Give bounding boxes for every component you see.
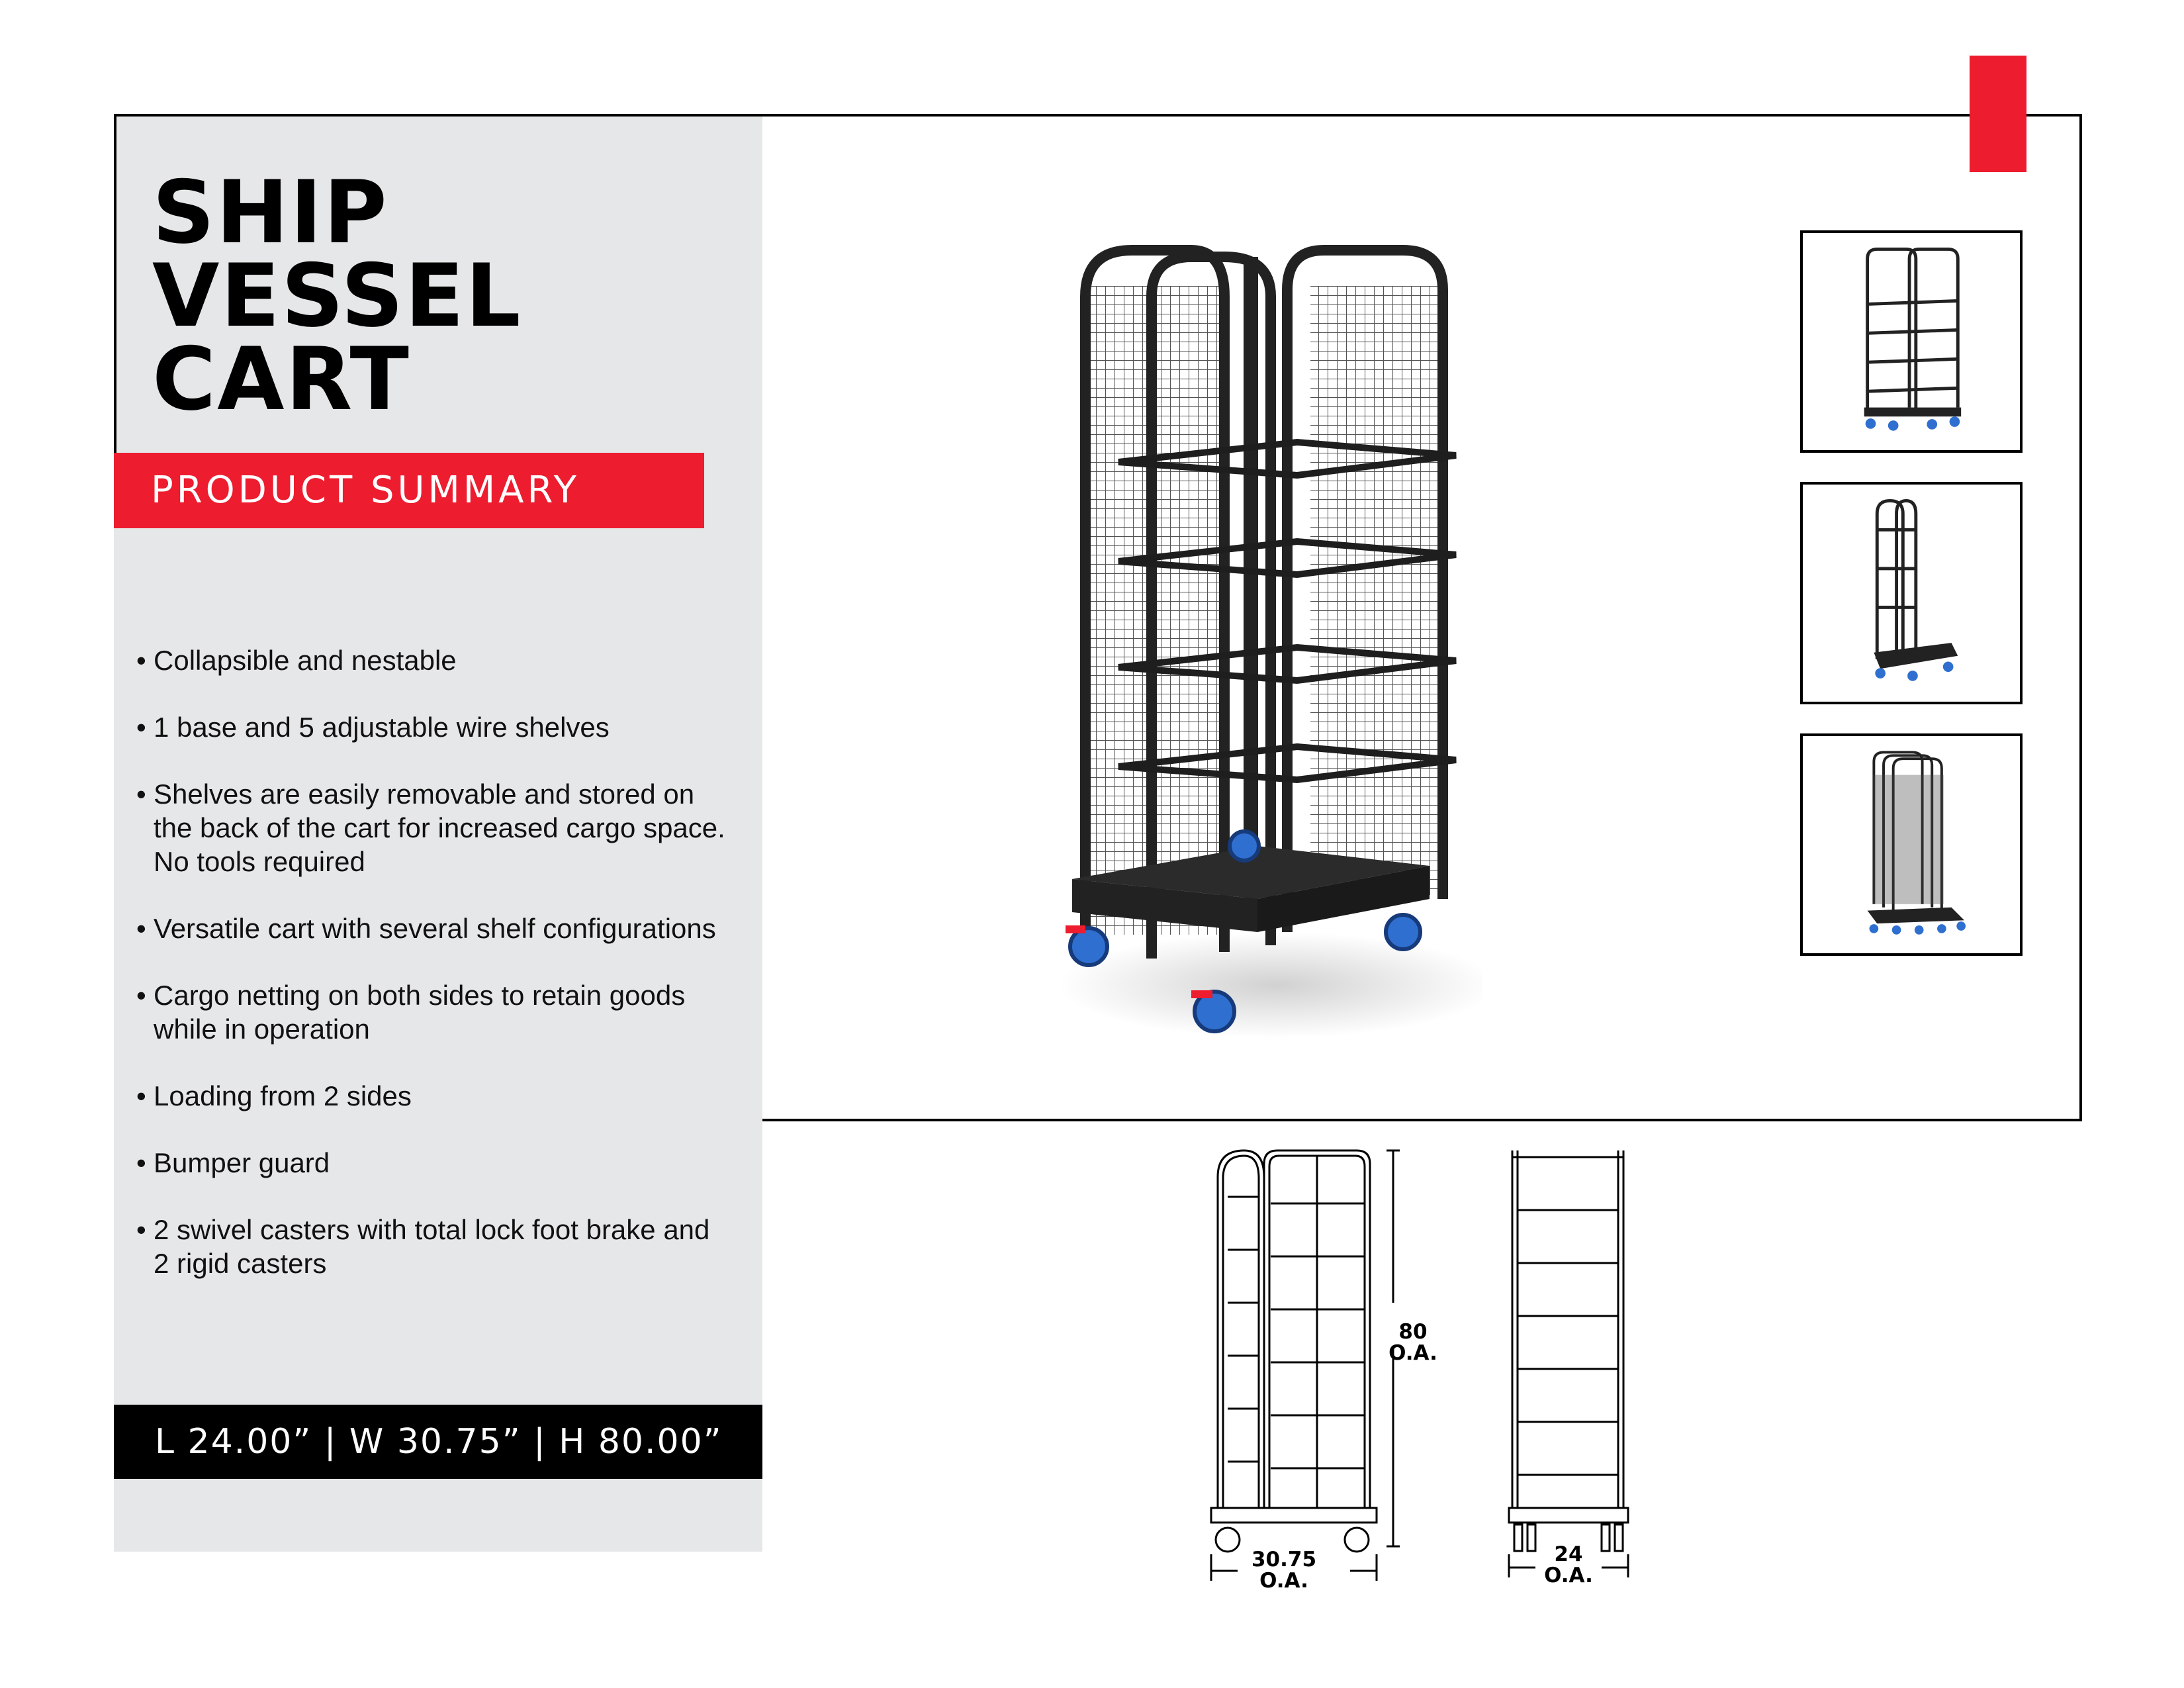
cart-thumbnail-image bbox=[1803, 485, 2020, 702]
title-line-1: SHIP bbox=[152, 162, 388, 263]
length-dimension-label bbox=[1522, 1544, 1615, 1586]
thumbnail-side-view[interactable] bbox=[1800, 482, 2023, 704]
dimension-unit: O.A. bbox=[1259, 1569, 1308, 1593]
side-elevation-drawing bbox=[1496, 1137, 1641, 1601]
frame-line-bottom bbox=[762, 1119, 2082, 1121]
product-summary-banner: PRODUCT SUMMARY bbox=[114, 453, 704, 528]
corner-accent-tab bbox=[1970, 56, 2026, 172]
title-line-3: CART bbox=[152, 328, 410, 430]
feature-item: • Versatile cart with several shelf configurations bbox=[136, 912, 732, 945]
dimension-value: 30.75 bbox=[1251, 1548, 1317, 1571]
title-line-2: VESSEL bbox=[152, 245, 522, 346]
feature-item: • Bumper guard bbox=[136, 1146, 732, 1180]
frame-line-right bbox=[2079, 114, 2082, 1121]
feature-item: • Collapsible and nestable bbox=[136, 643, 732, 677]
cart-main-image bbox=[1059, 230, 1482, 1064]
feature-item: • Loading from 2 sides bbox=[136, 1079, 732, 1113]
product-title bbox=[152, 162, 522, 430]
dimensions-bar: L 24.00” | W 30.75” | H 80.00” bbox=[114, 1405, 762, 1479]
frame-line-top bbox=[114, 114, 2082, 117]
dimension-value: 80 bbox=[1398, 1320, 1428, 1344]
feature-item: • 2 swivel casters with total lock foot brake and 2 rigid casters bbox=[136, 1213, 732, 1280]
front-elevation-drawing bbox=[1198, 1137, 1449, 1601]
cart-thumbnail-image bbox=[1803, 233, 2020, 450]
feature-item: • 1 base and 5 adjustable wire shelves bbox=[136, 710, 732, 744]
height-dimension-label bbox=[1377, 1321, 1449, 1364]
feature-item: • Shelves are easily removable and stored on the back of the cart for increased cargo space. No tools required bbox=[136, 777, 732, 878]
feature-item: • Cargo netting on both sides to retain goods while in operation bbox=[136, 978, 732, 1046]
feature-list bbox=[136, 643, 732, 1313]
dimension-unit: O.A. bbox=[1544, 1564, 1593, 1587]
thumbnail-nested-view[interactable] bbox=[1800, 733, 2023, 956]
cart-thumbnail-image bbox=[1803, 736, 2020, 953]
width-dimension-label bbox=[1238, 1549, 1330, 1591]
thumbnail-angled-view[interactable] bbox=[1800, 230, 2023, 453]
dimension-value: 24 bbox=[1554, 1542, 1583, 1566]
dimension-unit: O.A. bbox=[1388, 1341, 1437, 1365]
